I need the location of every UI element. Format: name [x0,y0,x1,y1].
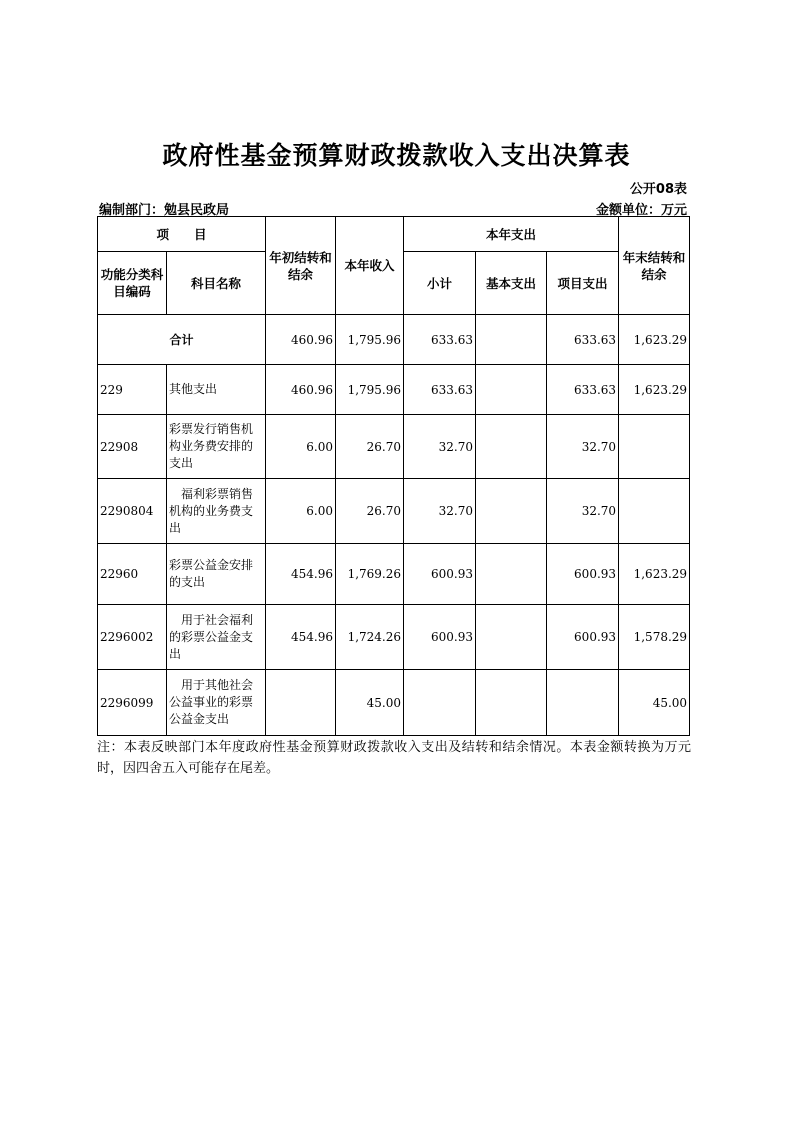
row-begin: 454.96 [266,605,336,670]
row-name: 福利彩票销售机构的业务费支出 [167,479,266,544]
row-code: 2296099 [98,670,167,736]
row-name: 彩票公益金安排的支出 [167,544,266,605]
row-subtotal [404,670,476,736]
row-end: 1,578.29 [619,605,690,670]
footnote: 注：本表反映部门本年度政府性基金预算财政拨款收入支出及结转和结余情况。本表金额转换为万元时，因四舍五入可能存在尾差。 [97,740,691,776]
total-subtotal: 633.63 [404,315,476,365]
row-subtotal: 600.93 [404,605,476,670]
row-begin: 454.96 [266,544,336,605]
row-code: 229 [98,365,167,415]
row-end: 1,623.29 [619,544,690,605]
row-subtotal: 600.93 [404,544,476,605]
header-subtotal: 小计 [404,252,476,315]
page-title: 政府性基金预算财政拨款收入支出决算表 [162,141,631,170]
row-basic [476,365,547,415]
row-name: 用于社会福利的彩票公益金支出 [167,605,266,670]
row-project: 32.70 [547,415,619,479]
header-subject-name: 科目名称 [167,252,266,315]
row-project: 32.70 [547,479,619,544]
row-subtotal: 32.70 [404,479,476,544]
row-begin: 6.00 [266,415,336,479]
form-number: 公开08表 [629,182,687,197]
row-begin [266,670,336,736]
row-end: 1,623.29 [619,365,690,415]
budget-table [97,216,690,736]
row-project: 633.63 [547,365,619,415]
row-subtotal: 633.63 [404,365,476,415]
row-begin: 6.00 [266,479,336,544]
row-begin: 460.96 [266,365,336,415]
row-code: 22960 [98,544,167,605]
table-row [98,605,690,670]
row-income: 26.70 [336,479,404,544]
row-income: 1,769.26 [336,544,404,605]
table-row [98,479,690,544]
total-row [98,315,690,365]
row-end [619,479,690,544]
row-basic [476,415,547,479]
header-income: 本年收入 [336,217,404,315]
row-name: 用于其他社会公益事业的彩票公益金支出 [167,670,266,736]
row-project: 600.93 [547,605,619,670]
header-expense: 本年支出 [404,217,619,252]
row-income: 1,724.26 [336,605,404,670]
row-code: 2296002 [98,605,167,670]
header-item: 项 目 [98,217,266,252]
header-project: 项目支出 [547,252,619,315]
unit-label: 金额单位：万元 [595,203,687,218]
row-project: 600.93 [547,544,619,605]
row-name: 彩票发行销售机构业务费安排的支出 [167,415,266,479]
row-income: 26.70 [336,415,404,479]
department-label: 编制部门：勉县民政局 [99,203,230,218]
row-income: 45.00 [336,670,404,736]
row-income: 1,795.96 [336,365,404,415]
row-subtotal: 32.70 [404,415,476,479]
row-end [619,415,690,479]
total-label: 合计 [98,315,266,365]
row-end: 45.00 [619,670,690,736]
row-project [547,670,619,736]
header-begin-balance: 年初结转和结余 [266,217,336,315]
total-project: 633.63 [547,315,619,365]
header-func-code: 功能分类科目编码 [98,252,167,315]
row-basic [476,544,547,605]
table-row [98,544,690,605]
header-basic: 基本支出 [476,252,547,315]
total-end: 1,623.29 [619,315,690,365]
table-row [98,670,690,736]
row-basic [476,670,547,736]
header-end-balance: 年末结转和结余 [619,217,690,315]
header-row-1 [98,217,690,252]
table-row [98,415,690,479]
row-code: 2290804 [98,479,167,544]
row-basic [476,605,547,670]
row-name: 其他支出 [167,365,266,415]
total-income: 1,795.96 [336,315,404,365]
row-code: 22908 [98,415,167,479]
total-basic [476,315,547,365]
table-row [98,365,690,415]
row-basic [476,479,547,544]
total-begin: 460.96 [266,315,336,365]
